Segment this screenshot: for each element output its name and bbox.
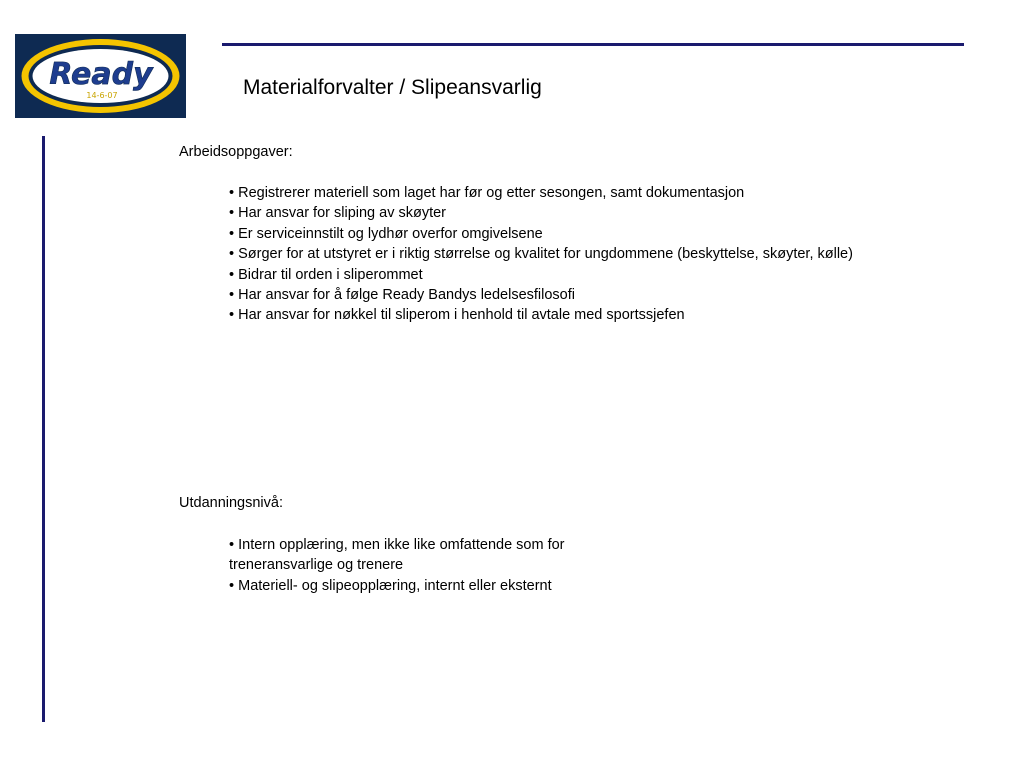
list-item: • Har ansvar for sliping av skøyter bbox=[229, 203, 853, 223]
list-item: • Intern opplæring, men ikke like omfattende som for treneransvarlige og trenere bbox=[229, 535, 609, 576]
tasks-list bbox=[229, 183, 853, 326]
logo-date: 14-6-07 bbox=[86, 91, 118, 100]
education-list bbox=[229, 535, 609, 596]
list-item: • Har ansvar for å følge Ready Bandys ledelsesfilosofi bbox=[229, 285, 853, 305]
list-item: • Materiell- og slipeopplæring, internt eller eksternt bbox=[229, 576, 609, 596]
bullet-icon bbox=[229, 205, 238, 221]
ready-logo-emblem bbox=[15, 34, 186, 118]
side-rule bbox=[42, 136, 45, 722]
bullet-icon bbox=[229, 287, 238, 303]
logo-text: Ready bbox=[49, 57, 153, 92]
list-item: • Bidrar til orden i sliperommet bbox=[229, 265, 853, 285]
bullet-icon bbox=[229, 226, 238, 242]
bullet-icon bbox=[229, 185, 238, 201]
header-rule bbox=[222, 43, 964, 46]
education-heading: Utdanningsnivå: bbox=[179, 495, 283, 511]
list-item: • Er serviceinnstilt og lydhør overfor omgivelsene bbox=[229, 224, 853, 244]
list-item: • Registrerer materiell som laget har før og etter sesongen, samt dokumentasjon bbox=[229, 183, 853, 203]
tasks-heading: Arbeidsoppgaver: bbox=[179, 144, 293, 160]
bullet-icon bbox=[229, 246, 238, 262]
bullet-icon bbox=[229, 578, 238, 594]
bullet-icon bbox=[229, 267, 238, 283]
bullet-icon bbox=[229, 307, 238, 323]
bullet-icon bbox=[229, 537, 238, 553]
ready-logo bbox=[15, 34, 186, 118]
list-item: • Har ansvar for nøkkel til sliperom i henhold til avtale med sportssjefen bbox=[229, 305, 853, 325]
list-item: • Sørger for at utstyret er i riktig størrelse og kvalitet for ungdommene (beskyttelse, skøyter, kølle) bbox=[229, 244, 853, 264]
page-title: Materialforvalter / Slipeansvarlig bbox=[243, 76, 542, 99]
